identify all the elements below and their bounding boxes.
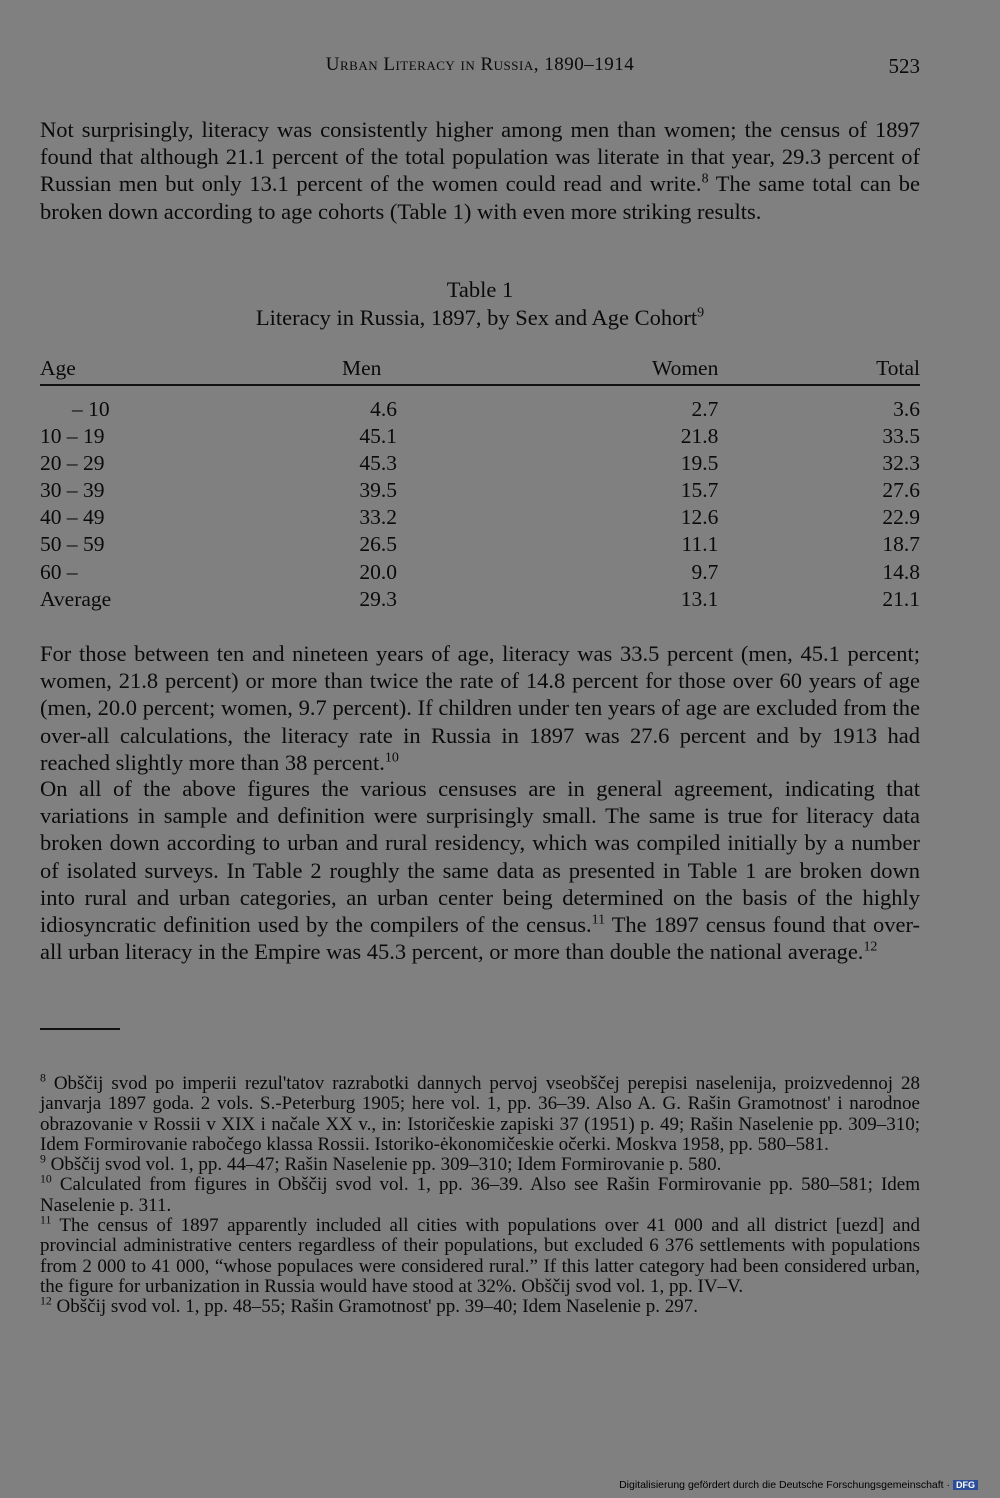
cell-women: 9.7 <box>691 559 719 584</box>
paragraph-3 <box>40 775 920 965</box>
footnote-text: Obščij svod vol. 1, pp. 44–47; Rašin Naselenie pp. 309–310; Idem Formirovanie p. 580. <box>45 1154 722 1176</box>
paragraph-2 <box>40 640 920 776</box>
cell-men: 33.2 <box>359 505 397 530</box>
table-row <box>40 477 920 504</box>
table-caption-text: Literacy in Russia, 1897, by Sex and Age Cohort <box>255 305 698 330</box>
paragraph-1-tail: The same total can be broken down according to age cohorts (Table 1) with even more striking results. <box>40 171 920 224</box>
table-row <box>40 504 920 531</box>
footnote-10 <box>40 1175 920 1216</box>
table-row <box>40 531 920 558</box>
cell-women: 12.6 <box>680 505 719 530</box>
footnote-text: Calculated from figures in Obščij svod vol. 1, pp. 36–39. Also see Rašin Formirovanie pp. 580–581; Idem Naselenie p. 311. <box>40 1174 920 1216</box>
footnote-text: The census of 1897 apparently included all cities with populations over 41 000 and all district [uezd] and provincial administrative centers regardless of their populations, but excluded 6 376 settlements with populations from 2 000 to 41 000, “whose populaces were considered rural.” If this latter category had been considered urban, the figure for urbanization in Russia would have stood at 32%. Obščij svod vol. 1, pp. IV–V. <box>40 1215 920 1297</box>
footnote-number: 11 <box>40 1213 52 1227</box>
header-age: Age <box>40 354 342 385</box>
table-row <box>40 586 920 613</box>
cell-women: 11.1 <box>681 532 719 557</box>
cell-total: 3.6 <box>893 397 920 421</box>
cell-total: 18.7 <box>882 532 920 557</box>
cell-women: 2.7 <box>691 397 719 421</box>
paragraph-1 <box>40 116 920 225</box>
running-head <box>40 54 920 84</box>
table-row <box>40 385 920 423</box>
footnote-number: 12 <box>40 1294 52 1308</box>
table-row <box>40 559 920 586</box>
footnote-12 <box>40 1294 920 1318</box>
footnote-ref-12[interactable]: 12 <box>863 939 878 955</box>
cell-age: 30 – 39 <box>40 478 105 503</box>
cell-men: 4.6 <box>370 397 397 421</box>
table-header-row <box>40 354 920 385</box>
cell-age: Average <box>40 586 112 611</box>
footnote-8 <box>40 1071 920 1155</box>
header-men: Men <box>342 354 397 385</box>
cell-women: 19.5 <box>680 451 719 476</box>
paragraph-3-tail: The 1897 census found that over-all urban literacy in the Empire was 45.3 percent, or more than double the national average. <box>40 912 921 965</box>
paragraph-1-text: Not surprisingly, literacy was consistently higher among men than women; the census of 1897 found that although 21.1 percent of the total population was literate in that year, 29.3 percent of Russian men but only 13.1 percent of the women could read and write. <box>40 117 920 197</box>
header-women: Women <box>652 354 718 385</box>
footnote-11 <box>40 1213 920 1297</box>
footnote-ref-8[interactable]: 8 <box>701 171 709 187</box>
credit-text: Digitalisierung gefördert durch die Deutsche Forschungsgemeinschaft · <box>619 1479 950 1491</box>
paragraph-3-text: On all of the above figures the various censuses are in general agreement, indicating that variations in sample and definition were surprisingly small. The same is true for literacy data broken down according to urban and rural residency, which was compiled initially by a number of isolated surveys. In Table 2 roughly the same data as presented in Table 1 are broken down into rural and urban categories, an urban center being determined on the basis of the highly idiosyncratic definition used by the compilers of the census. <box>40 776 920 938</box>
cell-total: 21.1 <box>882 586 920 611</box>
cell-age: 10 – 19 <box>40 424 105 449</box>
cell-women: 21.8 <box>680 424 719 449</box>
cell-women: 15.7 <box>680 478 719 503</box>
table-row <box>40 423 920 450</box>
cell-total: 14.8 <box>882 559 920 584</box>
cell-age: – 10 <box>72 397 110 421</box>
cell-total: 32.3 <box>882 451 920 476</box>
cell-men: 39.5 <box>359 478 397 503</box>
literacy-table <box>40 354 920 613</box>
cell-age: 50 – 59 <box>40 532 105 557</box>
cell-men: 20.0 <box>359 559 397 584</box>
cell-women: 13.1 <box>680 586 719 611</box>
table-label: Table 1 <box>446 277 514 302</box>
cell-men: 45.3 <box>359 451 397 476</box>
dfg-logo-icon: DFG <box>953 1480 978 1490</box>
cell-total: 33.5 <box>882 424 920 449</box>
cell-men: 26.5 <box>359 532 397 557</box>
footnote-number: 10 <box>40 1173 52 1187</box>
cell-men: 45.1 <box>359 424 397 449</box>
cell-total: 22.9 <box>882 505 920 530</box>
cell-men: 29.3 <box>359 586 397 611</box>
header-total: Total <box>718 354 920 385</box>
footnote-ref-10[interactable]: 10 <box>384 750 399 766</box>
table-caption <box>40 304 920 332</box>
cell-age: 40 – 49 <box>40 505 105 530</box>
footnote-divider <box>40 1028 120 1030</box>
footnote-text: Obščij svod vol. 1, pp. 48–55; Rašin Gramotnost' pp. 39–40; Idem Naselenie p. 297. <box>51 1296 698 1318</box>
footnote-text: Obščij svod po imperii rezul'tatov razrabotki dannych pervoj vseobščej perepisi naselenija, proizvedennoj 28 janvarja 1897 goda. 2 vols. S.-Peterburg 1905; here vol. 1, pp. 36–39. Also A. G. Rašin Gramotnost' i narodnoe obrazovanie v Rossii v XIX i načale XX v., in: Istoričeskie zapiski 37 (1951) p. 49; Rašin Naselenie pp. 309–310; Idem Formirovanie rabočego klassa Rossii. Istoriko-ėkonomičeskie očerki. Moskva 1958, pp. 580–581. <box>40 1073 920 1155</box>
footnote-ref-11[interactable]: 11 <box>591 912 606 928</box>
footnotes <box>40 1071 920 1318</box>
footnote-ref-9[interactable]: 9 <box>697 305 705 321</box>
cell-age: 20 – 29 <box>40 451 105 476</box>
cell-total: 27.6 <box>882 478 920 503</box>
paragraph-2-text: For those between ten and nineteen years of age, literacy was 33.5 percent (men, 45.1 percent; women, 21.8 percent) or more than twice the rate of 14.8 percent for those over 60 years of age (men, 20.0 percent; women, 9.7 percent). If children under ten years of age are excluded from the over-all calculations, the literacy rate in Russia in 1897 was 27.6 percent and by 1913 had reached slightly more than 38 percent. <box>40 641 920 775</box>
footnote-9 <box>40 1152 920 1176</box>
digitization-credit <box>619 1479 978 1491</box>
footnote-number: 8 <box>40 1071 46 1085</box>
page-number: 523 <box>888 54 920 78</box>
table-row <box>40 450 920 477</box>
cell-age: 60 – <box>40 559 78 584</box>
footnote-number: 9 <box>40 1152 46 1166</box>
running-title: Urban Literacy in Russia, 1890–1914 <box>325 54 635 75</box>
